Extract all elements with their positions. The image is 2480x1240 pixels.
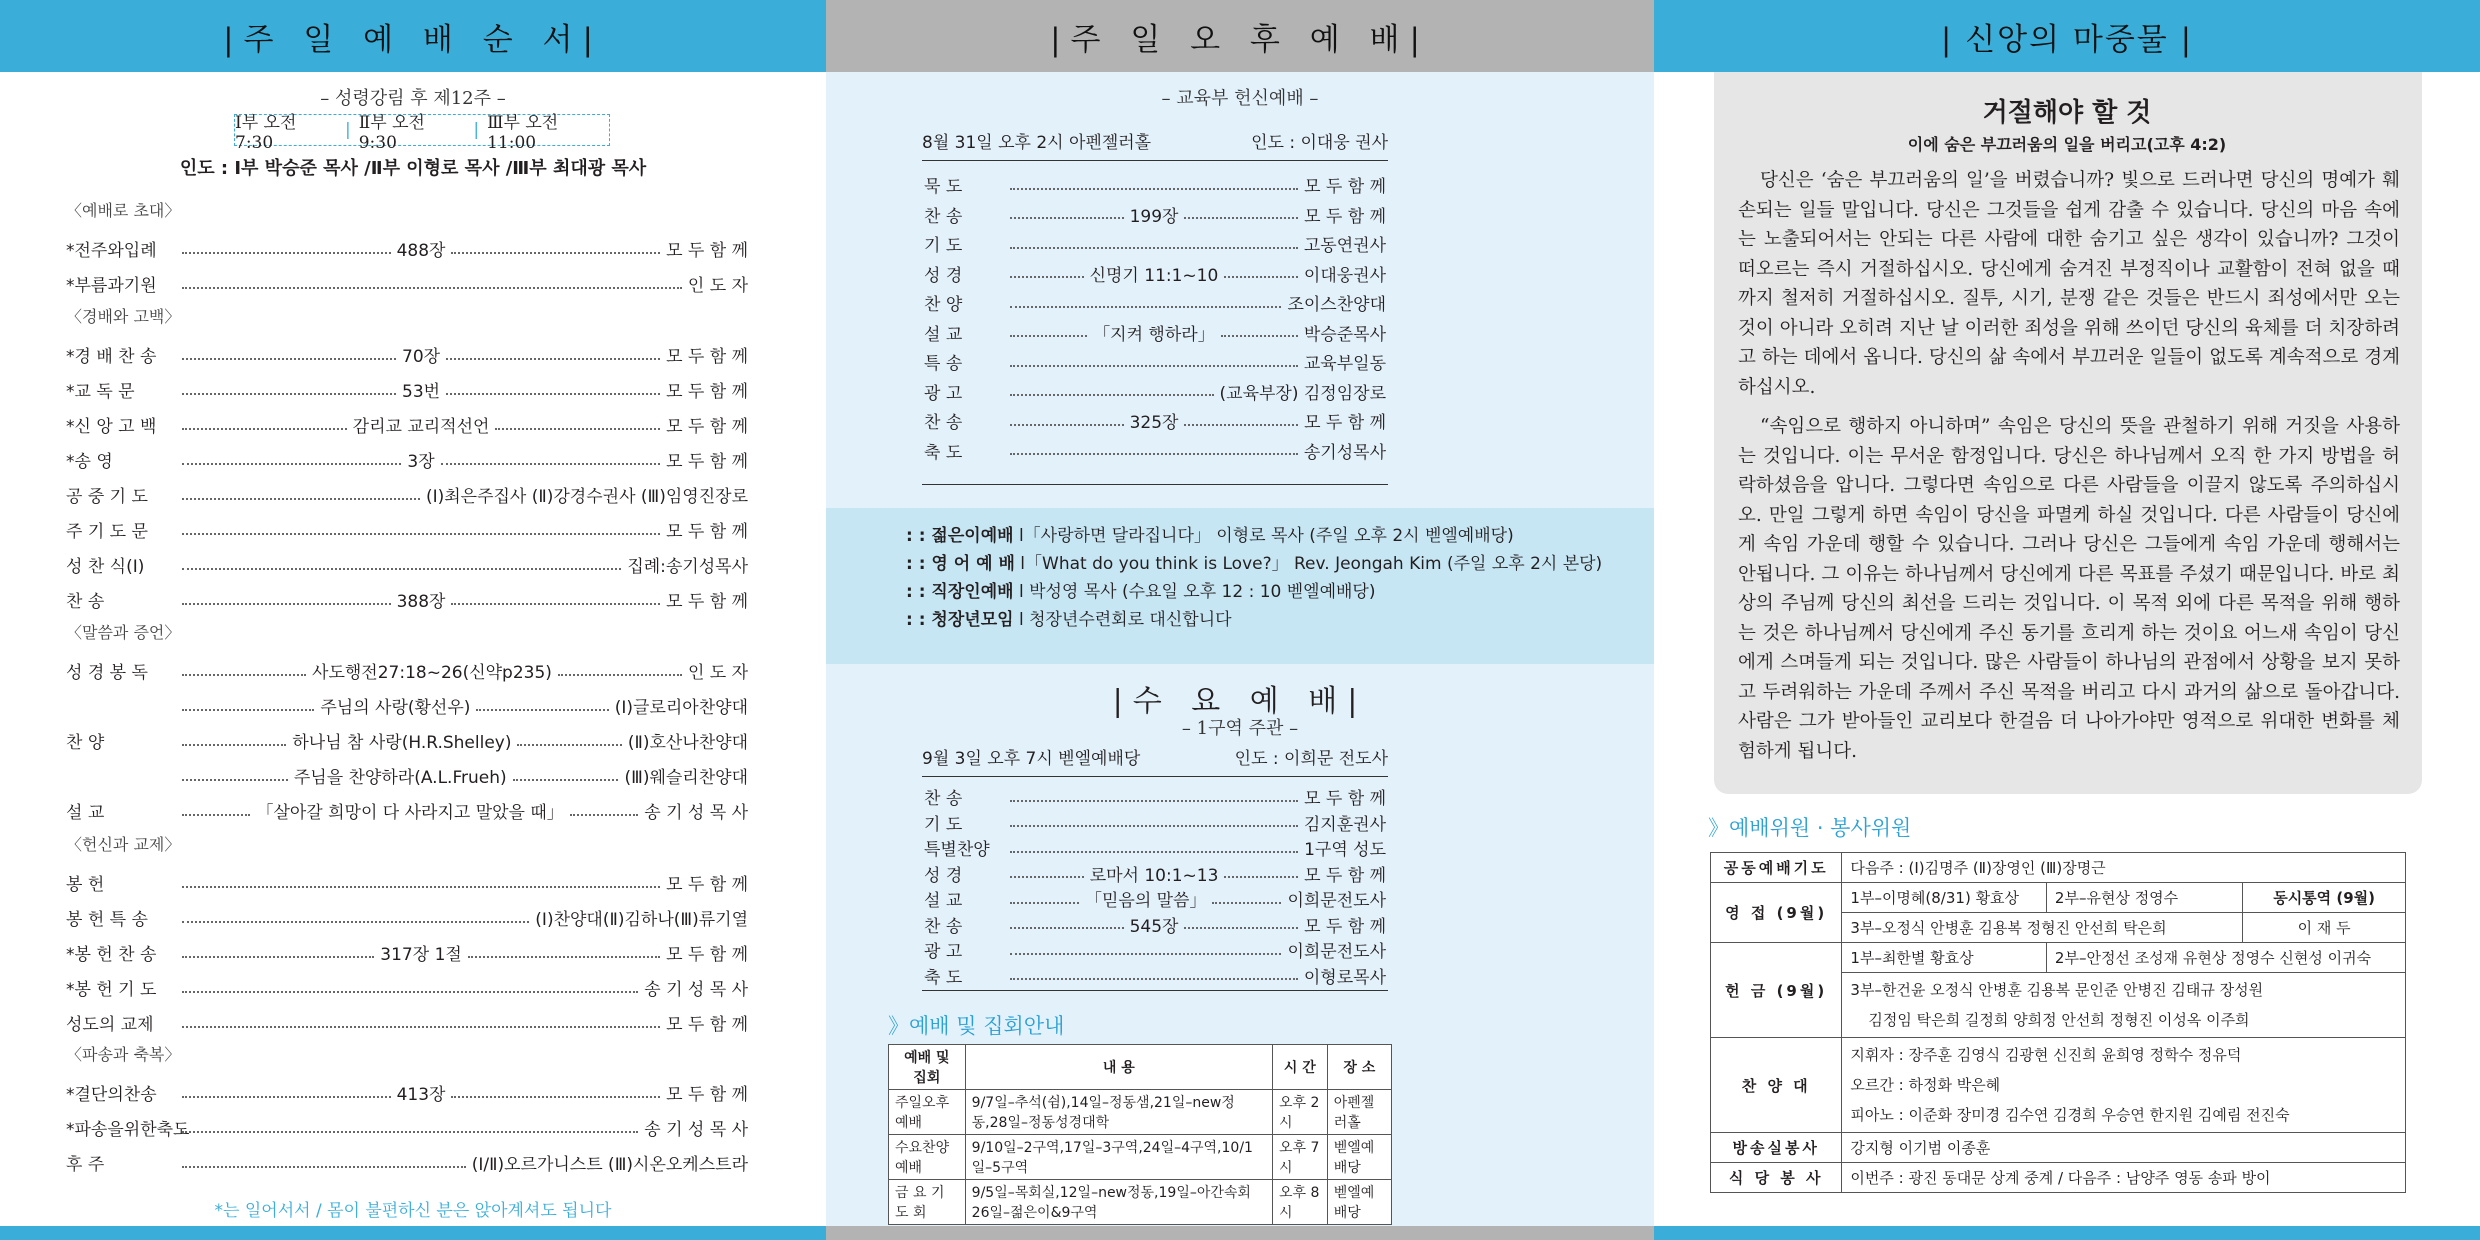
section-word: 〈말씀과 증언〉 [66,623,181,642]
item-label: 주 기 도 문 [66,522,148,542]
order-row [924,963,1386,988]
item-label: 광 고 [924,383,963,404]
order-row [66,658,748,683]
order-row [66,728,748,753]
essay-title: 거절해야 할 것 [1982,98,2152,128]
item-label: *전주와입례 [66,241,157,261]
order-row [924,261,1386,286]
item-label: *파송을위한축도 [66,1120,190,1140]
item-person: 박승준목사 [1303,324,1387,345]
order-row [66,587,748,612]
divider [922,160,1388,161]
item-content: 3장 [407,452,435,472]
service-leaders: 인도 : Ⅰ부 박승준 목사 /Ⅱ부 이형로 목사 /Ⅲ부 최대광 목사 [179,158,647,179]
divider [922,484,1388,485]
wednesday-service-title: |수 요 예 배| [1112,684,1368,719]
gathering-item-english: : : 영 어 예 배 l「What do you think is Love?」 Rev. Jeongah Kim (주일 오후 2시 본당) [906,554,1603,574]
item-content: 199장 [1129,206,1179,227]
item-label: *신 앙 고 백 [66,417,157,437]
item-person: 모 두 함 께 [666,347,748,367]
bottom-bar [826,1226,1654,1240]
order-row [66,975,748,1000]
afternoon-service-title: |주 일 오 후 예 배| [826,0,1654,72]
item-content: 「지켜 행하라」 [1093,324,1215,345]
item-content: 하나님 참 사랑(H.R.Shelley) [292,733,512,753]
afternoon-info [922,128,1388,153]
item-label: 찬 송 [924,789,963,809]
table-row: 3부–한건윤 오정식 안병훈 김용복 문인준 안병진 김태규 장성원 김정임 탁은희 길정희 양희정 안선희 정형진 이성옥 이주희 [1711,973,2406,1038]
item-person: 이희문전도사 [1287,942,1386,962]
afternoon-service-column [826,0,1654,1240]
item-person: 송기성목사 [1303,442,1386,463]
order-row [66,798,748,823]
th-meeting: 예배 및 집회 [889,1045,966,1090]
item-label: 기 도 [924,814,963,835]
item-person: 송 기 성 목 사 [644,1120,748,1140]
table-row: 공동예배기도 다음주 : (Ⅰ)김명주 (Ⅱ)장영인 (Ⅲ)장명근 [1711,853,2406,883]
meetings-table-title: 》예배 및 집회안내 [888,1014,1065,1038]
table-row: 영 접 (9월) 1부–이명혜(8/31) 황효상 2부–유현상 정영수 동시통역 (9월) [1711,883,2406,913]
item-person: 이형로목사 [1303,967,1386,988]
order-row [924,202,1386,227]
order-row [66,1010,748,1035]
order-row [924,937,1386,962]
section-worship: 〈경배와 고백〉 [66,307,181,326]
item-label: 축 도 [924,442,963,463]
item-person: 모 두 함 께 [1304,916,1386,937]
service-time-1: Ⅰ부 오전 7:30 [235,112,297,153]
item-person: 모 두 함 께 [666,382,748,402]
volunteers-table [1710,852,2406,1193]
essay-paragraph-1: 당신은 ‘숨은 부끄러움의 일’을 버렸습니까? 빛으로 드러나면 당신의 명예가 훼손되는 일들 말입니다. 당신은 그것들을 쉽게 감출 수 있습니다. 당신의 마음 속에는 노출되어서는 안되는 다른 사람에 대한 숨기고 싶은 생각이 있습니까? 그것이 떠오르는 즉시 거절하십시오. 당신에게 숨겨진 부정직이나 교활함이 전혀 없을 때까지 철저히 거절하십시오. 질투, 시기, 분쟁 같은 것들은 반드시 죄성에서만 오는 것이 아니라 오히려 지난 날 이러한 죄성을 위해 쓰이던 당신의 육체를 더 치장하려고 하는 데에서 옵니다. 당신의 삶 속에서 부끄러운 일들이 없도록 계속적으로 경계하십시오. [1738,170,2400,398]
item-label: *송 영 [66,452,113,472]
item-person: 모 두 함 께 [1304,413,1386,433]
item-person: 인 도 자 [687,663,749,683]
item-person: 모 두 함 께 [666,875,748,895]
table-row: 찬 양 대 지휘자 : 장주훈 김영식 김광현 신진희 윤희영 정학수 정유덕 오르간 : 하정화 박은혜 피아노 : 이준화 장미경 김수연 김경희 우승연 한지원 김예림 전진숙 [1711,1038,2406,1133]
order-row [66,1150,748,1175]
item-content: 「믿음의 말씀」 [1084,891,1207,911]
item-person: 김지훈권사 [1303,814,1386,835]
sunday-service-title: |주 일 예 배 순 서| [0,0,826,72]
standing-note: *는 일어서서 / 몸이 불편하신 분은 앉아계셔도 됩니다 [214,1201,612,1221]
order-row [924,861,1386,886]
item-person: (Ⅰ/Ⅱ)오르가니스트 (Ⅲ)시온오케스트라 [471,1155,748,1175]
item-person: 모 두 함 께 [1304,177,1386,197]
wednesday-info [922,744,1388,769]
divider [922,990,1388,991]
item-label: 찬 양 [924,295,963,315]
item-label: 성 경 [924,265,963,286]
section-invitation: 〈예배로 초대〉 [66,201,181,220]
order-row [66,1115,748,1140]
order-row [66,870,748,895]
meetings-table [888,1044,1392,1225]
table-row: 방송실봉사 강지형 이기범 이종훈 [1711,1133,2406,1163]
order-row [66,412,748,437]
item-person: 모 두 함 께 [1304,206,1386,227]
order-row [66,342,748,367]
order-row [66,517,748,542]
item-person: 모 두 함 께 [666,592,748,612]
item-label: 찬 송 [66,592,105,612]
service-time-3: Ⅲ부 오전 11:00 [487,112,559,153]
item-content: 「살아갈 희망이 다 사라지고 말았을 때」 [256,803,564,823]
item-person: 모 두 함 께 [666,1015,748,1035]
item-label: 봉 헌 [66,875,105,895]
item-label: 설 교 [66,803,105,823]
item-content: 545장 [1129,916,1179,937]
item-content: 325장 [1129,413,1179,433]
item-person: 모 두 함 께 [666,417,748,437]
table-row: 수요찬양예배 9/10일–2구역,17일–3구역,24일–4구역,10/1일–5구역 오후 7시 벧엘예배당 [889,1135,1392,1180]
item-content: 413장 [396,1085,446,1105]
th-content: 내 용 [965,1045,1272,1090]
section-dedication: 〈헌신과 교제〉 [66,835,181,854]
item-label: 설 교 [924,324,963,345]
order-row [66,482,748,507]
item-person: 모 두 함 께 [666,241,748,261]
essay-paragraph-2: “속임으로 행하지 아니하며” 속임은 당신의 뜻을 관철하기 위해 거짓을 사용하는 것입니다. 이는 무서운 함정입니다. 당신은 하나님께서 오직 한 가지 방법을 허락하셨음을 압니다. 그렇다면 속임으로 다른 사람들을 이끌지 않도록 주의하십시오. 만일 그렇게 하면 속임이 당신을 파멸케 하실 것입니다. 다른 사람들이 당신에게 속임 가운데 행할 수 있습니다. 그러나 당신은 그들에게 속임 가운데 행해서는 안됩니다. 그 이유는 하나님께서 당신에게 다른 목표를 주셨기 때문입니다. 바로 최상의 주님께 당신의 최선을 드리는 것입니다. 이 목적 외에 다른 목적을 위해 행하는 것은 하나님께서 당신에게 주신 동기를 흐리게 하는 것이요 어느새 속임이 당신에게 스며들게 되는 것입니다. 많은 사람들이 하나님의 관점에서 상황을 보지 못하고 두려워하는 가운데 주께서 주신 목적을 버리고 다시 과거의 삶으로 돌아갑니다. 사람은 그가 받아들인 교리보다 한걸음 더 나아가야만 영적으로 위대한 변화를 체험하게 됩니다. [1738,416,2400,762]
item-content: 70장 [402,347,441,367]
order-row [924,320,1386,345]
item-label: 찬 양 [66,733,105,753]
service-time-2: Ⅱ부 오전 9:30 [358,112,425,153]
devotional-header: | 신앙의 마중물 | [1654,0,2480,72]
item-content: 488장 [396,241,446,261]
item-person: 모 두 함 께 [666,522,748,542]
item-label: 성 찬 식(Ⅰ) [66,557,145,577]
bottom-bar [0,1226,826,1240]
season-subtitle: – 성령강림 후 제12주 – [320,88,506,109]
item-person: 조이스찬양대 [1287,295,1386,315]
item-label: 특 송 [924,354,963,374]
item-person: 1구역 성도 [1304,840,1386,860]
item-content: 로마서 10:1~13 [1089,865,1219,886]
item-person: (Ⅰ)최은주집사 (Ⅱ)강경수권사 (Ⅲ)임영진장로 [425,487,748,507]
item-label: *부름과기원 [66,276,157,296]
item-label: 설 교 [924,891,963,911]
order-row [66,905,748,930]
item-label: 특별찬양 [924,840,990,860]
item-person: 이희문전도사 [1287,891,1386,911]
table-header-row [889,1045,1392,1090]
item-label: 기 도 [924,236,963,256]
order-row [924,912,1386,937]
item-label: 성도의 교제 [66,1015,154,1035]
item-content: 주님을 찬양하라(A.L.Frueh) [293,768,507,788]
item-person: 모 두 함 께 [666,945,749,965]
order-row [66,940,748,965]
gathering-item-adults: : : 청장년모임 l 청장년수련회로 대신합니다 [906,610,1232,630]
order-row [924,379,1386,404]
item-person: 이대웅권사 [1303,265,1387,286]
essay-scripture: 이에 숨은 부끄러움의 일을 버리고(고후 4:2) [1907,135,2227,154]
item-label: 찬 송 [924,206,963,227]
order-row [924,349,1386,374]
th-time: 시 간 [1273,1045,1328,1090]
item-content: 감리교 교리적선언 [352,417,490,437]
th-place: 장 소 [1327,1045,1391,1090]
order-row [66,447,748,472]
item-content: 53번 [402,382,441,402]
item-content: 주님의 사랑(황선우) [320,698,471,718]
sunday-service-order-column [0,0,826,1240]
item-person: (Ⅱ)호산나찬양대 [627,733,749,753]
item-label: *결단의찬송 [66,1085,157,1105]
gathering-item-young-adults: : : 젊은이예배 l「사랑하면 달라집니다」 이형로 목사 (주일 오후 2시 벧엘예배당) [906,526,1514,546]
order-row [66,271,748,296]
item-label: 묵 도 [924,177,963,197]
order-row [924,886,1386,911]
item-content: 사도행전27:18~26(신약p235) [312,663,552,683]
wednesday-date-place: 9월 3일 오후 7시 벧엘예배당 [922,749,1141,769]
order-row [924,408,1386,433]
item-person: (Ⅲ)웨슬리찬양대 [624,768,748,788]
item-person: 모 두 함 께 [666,1085,748,1105]
volunteers-title: 》예배위원 · 봉사위원 [1708,816,1912,840]
item-content: 388장 [396,592,446,612]
afternoon-date-place: 8월 31일 오후 2시 아펜젤러홀 [922,133,1152,153]
item-label: 성 경 [924,865,963,886]
table-row: 3부–오정식 안병훈 김용복 정형진 안선희 탁은희 이 재 두 [1711,913,2406,943]
item-person: 집례:송기성목사 [627,557,748,577]
item-person: 송 기 성 목 사 [644,980,748,1000]
item-label: 봉 헌 특 송 [66,910,148,930]
item-label: 축 도 [924,967,963,988]
gathering-item-workers: : : 직장인예배 l 박성영 목사 (수요일 오후 12 : 10 벧엘예배당) [906,582,1376,602]
order-row [66,236,748,261]
order-row [924,290,1386,315]
table-row: 식 당 봉 사 이번주 : 광진 동대문 상계 중계 / 다음주 : 남양주 영동 송파 방이 [1711,1163,2406,1193]
bottom-bar [1654,1226,2480,1240]
item-person: (Ⅰ)찬양대(Ⅱ)김하나(Ⅲ)류기열 [535,910,748,930]
afternoon-subtitle: – 교육부 헌신예배 – [1161,88,1319,109]
item-person: (교육부장) 김정임장로 [1219,383,1386,404]
item-label: 광 고 [924,942,963,962]
item-person: 송 기 성 목 사 [644,803,748,823]
item-person: 인 도 자 [687,276,748,296]
order-row [924,438,1386,463]
item-label: 찬 송 [924,916,963,937]
order-row [66,693,748,718]
order-row [66,552,748,577]
item-label: *경 배 찬 송 [66,347,157,367]
item-label: 찬 송 [924,413,963,433]
devotional-column [1654,0,2480,1240]
gatherings-list [906,522,1602,634]
order-row [924,172,1386,197]
wednesday-subtitle: – 1구역 주관 – [1181,718,1299,739]
order-row [66,763,748,788]
table-row: 금 요 기 도 회 9/5일–목회실,12일–new정동,19일–아간속회 26일–젊은이&9구역 오후 8시 벧엘예배당 [889,1180,1392,1225]
afternoon-leader: 인도 : 이대웅 권사 [1251,133,1388,153]
item-person: 모 두 함 께 [1304,789,1386,809]
divider [922,776,1388,777]
wednesday-leader: 인도 : 이희문 전도사 [1234,749,1388,769]
item-person: 고동연권사 [1303,236,1386,256]
order-row [66,1080,748,1105]
order-row [924,810,1386,835]
item-content: 317장 1절 [380,945,462,965]
item-label: *봉 헌 찬 송 [66,945,157,965]
order-row [924,784,1386,809]
section-sending: 〈파송과 축복〉 [66,1045,181,1064]
order-row [924,835,1386,860]
order-row [66,377,748,402]
item-person: (Ⅰ)글로리아찬양대 [614,698,748,718]
item-content: 신명기 11:1~10 [1089,265,1219,286]
item-label: *교 독 문 [66,382,135,402]
item-label: 공 중 기 도 [66,487,148,507]
order-row [924,231,1386,256]
item-person: 모 두 함 께 [666,452,748,472]
table-row: 헌 금 (9월) 1부–최한별 황효상 2부–안정선 조성재 유현상 정영수 신현성 이귀숙 [1711,943,2406,973]
item-person: 교육부일동 [1303,354,1386,374]
item-label: *봉 헌 기 도 [66,980,157,1000]
table-row: 주일오후예배 9/7일–추석(쉼),14일–정동샘,21일–new정동,28일–정동성경대학 오후 2시 아펜젤러홀 [889,1090,1392,1135]
item-label: 성 경 봉 독 [66,663,148,683]
item-label: 후 주 [66,1155,105,1175]
item-person: 모 두 함 께 [1304,865,1387,886]
service-times: Ⅰ부 오전 7:30 | Ⅱ부 오전 9:30 | Ⅲ부 오전 11:00 [234,114,610,146]
